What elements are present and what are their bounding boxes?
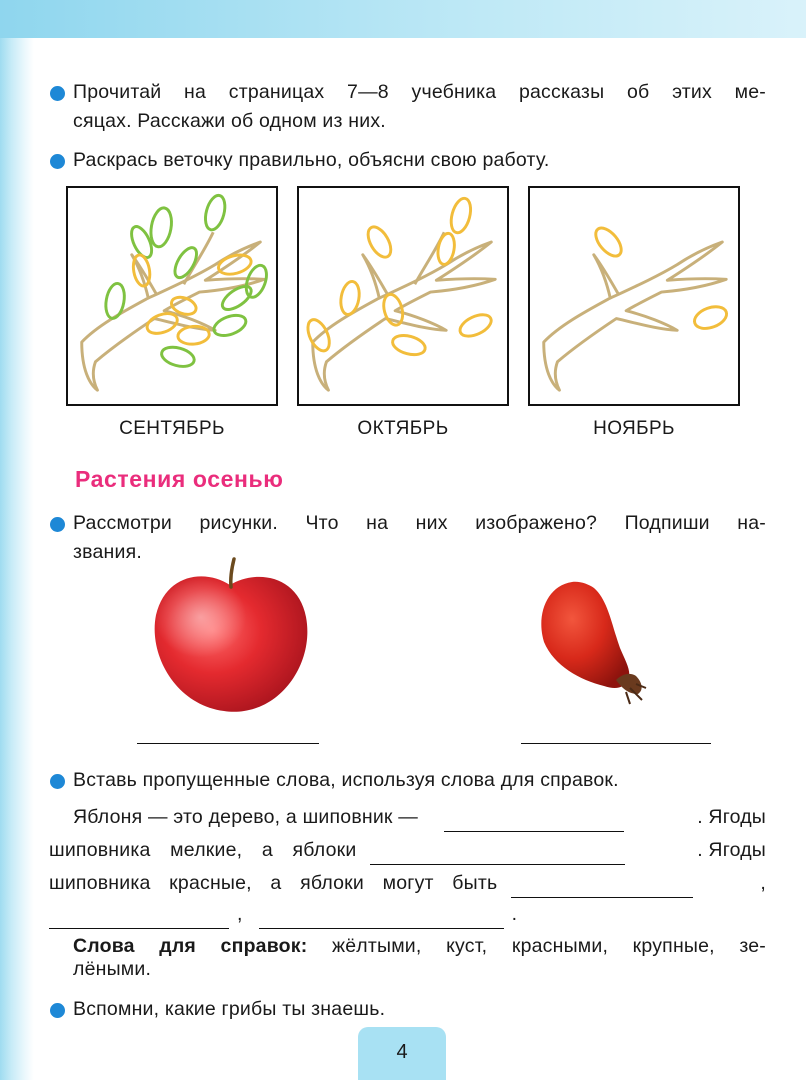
fill-text: ,	[237, 903, 243, 925]
month-label-october: ОКТЯБРЬ	[357, 418, 449, 439]
blank-4[interactable]	[49, 911, 229, 929]
branch-box-november[interactable]	[528, 186, 740, 406]
bullet-icon	[50, 1003, 65, 1018]
branch-november-image	[530, 188, 738, 404]
section-title: Растения осенью	[75, 466, 284, 492]
fill-text: шиповника красные, а яблоки могут быть	[49, 872, 498, 894]
rosehip-image	[532, 576, 648, 708]
top-band	[0, 0, 806, 38]
fill-text: ,	[760, 872, 766, 894]
branch-september-image	[68, 188, 276, 404]
task-1-line-1: Прочитай на страницах 7—8 учебника рассказы об этих ме-	[73, 81, 766, 103]
bullet-icon	[50, 517, 65, 532]
fill-text: .	[511, 903, 518, 925]
fill-line-2	[49, 836, 766, 865]
blank-3[interactable]	[511, 880, 693, 898]
help-words-text: жёлтыми, куст, красными, крупные, зе-	[307, 935, 766, 957]
fill-line-4	[49, 900, 766, 929]
task-3-line-2: звания.	[73, 541, 142, 563]
task-5-text: Вспомни, какие грибы ты знаешь.	[73, 998, 386, 1020]
month-label-september: СЕНТЯБРЬ	[119, 418, 225, 439]
month-label-november: НОЯБРЬ	[593, 418, 675, 439]
apple-image	[146, 555, 316, 717]
rosehip-answer-line[interactable]	[521, 743, 711, 744]
task-1-line-2: сяцах. Расскажи об одном из них.	[73, 110, 386, 132]
apple-answer-line[interactable]	[137, 743, 319, 744]
help-words-label: Слова для справок:	[73, 935, 308, 957]
fill-text: шиповника мелкие, а яблоки	[49, 839, 357, 861]
bullet-icon	[50, 774, 65, 789]
branch-october-image	[299, 188, 507, 404]
branch-box-september[interactable]	[66, 186, 278, 406]
fill-text: Яблоня — это дерево, а шиповник —	[73, 806, 418, 828]
help-words-line-2: лёными.	[73, 958, 152, 980]
fill-line-1	[73, 803, 766, 832]
blank-5[interactable]	[259, 911, 504, 929]
blank-2[interactable]	[370, 847, 625, 865]
fill-text: . Ягоды	[697, 839, 766, 861]
task-3-line-1: Рассмотри рисунки. Что на них изображено? Подпиши на-	[73, 512, 766, 534]
bullet-icon	[50, 154, 65, 169]
fill-line-3	[49, 869, 766, 898]
task-4-text: Вставь пропущенные слова, используя слова для справок.	[73, 769, 619, 791]
branch-box-october[interactable]	[297, 186, 509, 406]
page-number: 4	[358, 1027, 446, 1080]
fill-text: . Ягоды	[697, 806, 766, 828]
bullet-icon	[50, 86, 65, 101]
blank-1[interactable]	[444, 814, 624, 832]
task-2-text: Раскрась веточку правильно, объясни свою работу.	[73, 149, 550, 171]
